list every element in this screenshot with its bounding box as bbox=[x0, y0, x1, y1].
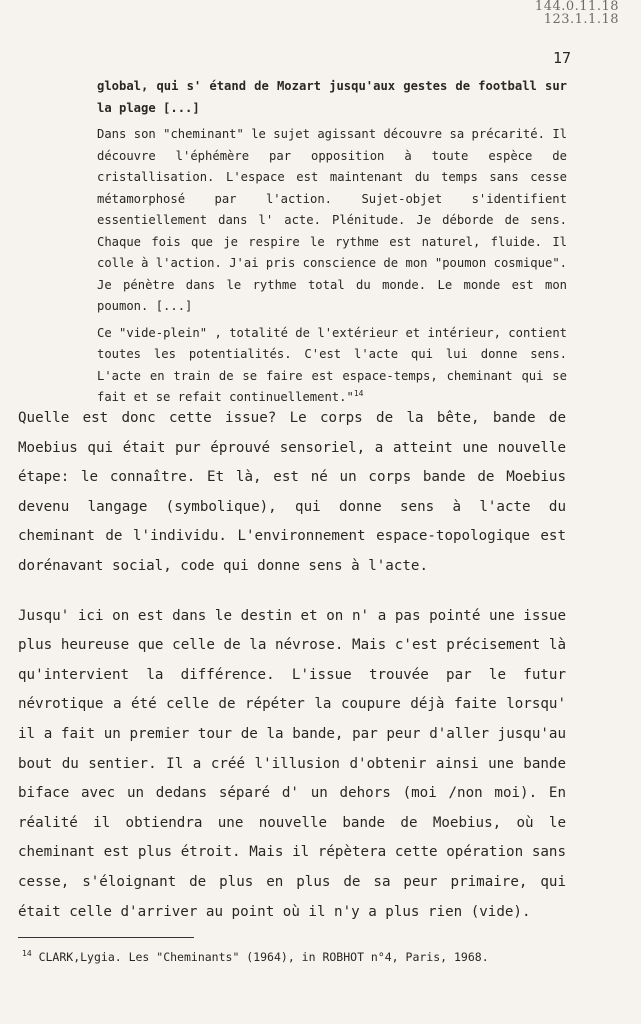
archive-stamp bbox=[535, 0, 619, 26]
body-text bbox=[18, 404, 566, 947]
footnote-text: CLARK,Lygia. Les "Cheminants" (1964), in ROBHOT n°4, Paris, 1968. bbox=[38, 950, 489, 964]
quote-paragraph-3-text: Ce "vide-plein" , totalité de l'extérieur et intérieur, contient toutes les potentialités. C'est l'acte qui lui donne sens. L'acte en train de se faire est espace-temps, cheminant qui se fait et se refait continuellement." bbox=[97, 325, 567, 404]
quote-paragraph-2: Dans son "cheminant" le sujet agissant découvre sa précarité. Il découvre l'éphémère par opposition à toute espèce de cristallisation. L'espace est maintenant du temps sans cesse métamorphosé par l'action. Sujet-objet s'identifient essentiellement dans l' acte. Plénitude. Je déborde de sens. Chaque fois que je respire le rythme est naturel, fluide. Il colle à l'action. J'ai pris conscience de mon "poumon cosmique". Je pénètre dans le rythme total du monde. Le monde est mon poumon. [...] bbox=[97, 127, 567, 313]
quote-paragraph-1: global, qui s' étand de Mozart jusqu'aux gestes de football sur la plage [...] bbox=[97, 79, 567, 115]
body-paragraph-1: Quelle est donc cette issue? Le corps de la bête, bande de Moebius qui était pur éprouvé sensoriel, a atteint une nouvelle étape: le connaître. Et là, est né un corps bande de Moebius devenu langage (symbolique), qui donne sens à l'acte du cheminant de l'individu. L'environnement espace-topologique est dorénavant social, code qui donne sens à l'acte. bbox=[18, 410, 566, 574]
block-quote bbox=[97, 76, 567, 414]
body-paragraph-2: Jusqu' ici on est dans le destin et on n' a pas pointé une issue plus heureuse que celle de la névrose. Mais c'est précisement là qu'intervient la différence. L'issue trouvée par le futur névrotique a été celle de répéter la coupure déjà faite lorsqu' il a fait un premier tour de la bande, par peur d'aller jusqu'au bout du sentier. Il a créé l'illusion d'obtenir ainsi une bande biface avec un dedans séparé d' un dehors (moi /non moi). En réalité il obtiendra une nouvelle bande de Moebius, où le cheminant est plus étroit. Mais il répètera cette opération sans cesse, s'éloignant de plus en plus de sa peur primaire, qui était celle d'arriver au point où il n'y a plus rien (vide). bbox=[18, 607, 566, 920]
footnote bbox=[22, 950, 582, 964]
quote-paragraph-3 bbox=[97, 323, 567, 409]
footnote-marker: 14 bbox=[22, 949, 32, 959]
page-number: 17 bbox=[552, 49, 571, 67]
archive-stamp-line-2: 123.1.1.18 bbox=[543, 12, 619, 27]
footnote-reference: 14 bbox=[353, 388, 364, 398]
footnote-divider bbox=[18, 937, 194, 938]
archive-stamp-line-1: 144.0.11.18 bbox=[534, 0, 619, 14]
